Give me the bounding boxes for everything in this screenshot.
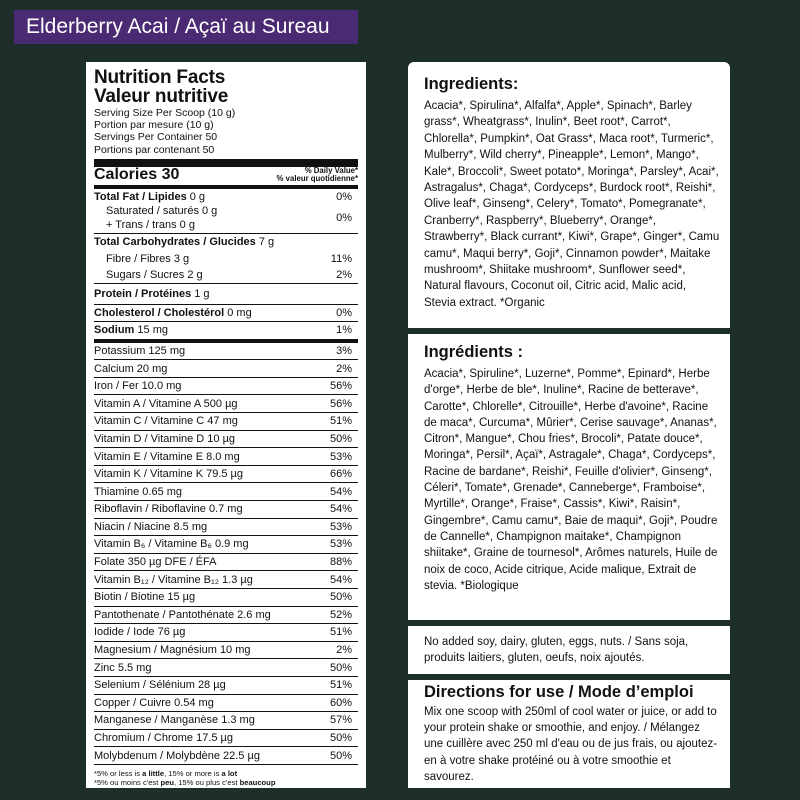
- vitamin-pct: 51%: [329, 626, 352, 639]
- vitamin-label: Vitamin C / Vitamine C 47 mg: [94, 415, 238, 428]
- trans-label: + Trans / trans 0 g: [106, 219, 195, 232]
- vitamin-row: [94, 624, 358, 642]
- ingredients-en-text: Acacia*, Spirulina*, Alfalfa*, Apple*, Spinach*, Barley grass*, Wheatgrass*, Inulin*, Beet root*, Carrot*, Chlorella*, Pumpkin*, Oat Grass*, Maca root*, Turmeric*, Mulberry*, Wild cherry*, Pineapple*, Lemon*, Mango*, Kale*, Broccoli*, Sweet potato*, Moringa*, Parsley*, Acai*, Astragalus*, Chaga*, Cordyceps*, Burdock root*, Reishi*, Olive leaf*, Ginseng*, Celery*, Tomato*, Pomegranate*, Cranberry*, Raspberry*, Blueberry*, Orange*, Strawberry*, Black currant*, Kiwi*, Grape*, Ginger*, Camu camu*, Maqui berry*, Goji*, Cinnamon powder*, Maitake mushroom*, Shiitake mushroom*, Sunflower seed*, Natural flavours, Coconut oil, Citric acid, Malic acid, Stevia extract. *Organic: [424, 100, 720, 309]
- ingredients-fr-heading: Ingrédients :: [424, 343, 524, 361]
- vitamin-row: [94, 589, 358, 607]
- vitamin-pct: 53%: [329, 520, 352, 533]
- allergen-text: No added soy, dairy, gluten, eggs, nuts. / Sans soja, produits laitiers, gluten, oeufs, noix ajoutés.: [424, 636, 689, 664]
- vitamin-pct: 66%: [329, 468, 352, 481]
- vitamin-label: Pantothenate / Pantothénate 2.6 mg: [94, 608, 271, 621]
- nutrition-facts-panel: [86, 62, 366, 788]
- vitamin-label: Vitamin K / Vitamine K 79.5 µg: [94, 468, 244, 481]
- vitamin-row: [94, 607, 358, 625]
- vitamin-row: [94, 395, 358, 413]
- vitamin-row: [94, 519, 358, 537]
- cholesterol-row: [94, 306, 358, 320]
- vitamin-pct: 54%: [329, 573, 352, 586]
- footnote-en: *5% or less is a little, 15% or more is a lot: [94, 768, 238, 778]
- vitamin-row: [94, 642, 358, 660]
- vitamin-label: Folate 350 µg DFE / ÉFA: [94, 556, 217, 569]
- vitamin-label: Vitamin D / Vitamine D 10 µg: [94, 432, 236, 445]
- dv-header-en: % Daily Value*: [304, 165, 358, 175]
- protein-label: Protein / Protéines: [94, 288, 192, 301]
- saturated-label: Saturated / saturés 0 g: [106, 205, 218, 218]
- footnote: [94, 769, 358, 787]
- saturated-block: [94, 204, 217, 232]
- calories-row: [94, 167, 358, 189]
- sodium-pct: 1%: [336, 324, 352, 337]
- saturated-row: [94, 204, 358, 232]
- vitamin-label: Niacin / Niacine 8.5 mg: [94, 520, 208, 533]
- vitamin-row: [94, 747, 358, 765]
- vitamin-pct: 88%: [329, 556, 352, 569]
- vitamin-label: Manganese / Manganèse 1.3 mg: [94, 714, 255, 727]
- calories: Calories 30: [94, 165, 180, 183]
- vitamin-row: [94, 677, 358, 695]
- vitamin-row: [94, 343, 358, 361]
- cholesterol-label: Cholesterol / Cholestérol: [94, 307, 225, 320]
- directions-text: Mix one scoop with 250ml of cool water or juice, or add to your protein shake or smoothie, and enjoy. / Mélangez une cuillère avec 250 ml d'eau ou de jus frais, ou ajoutez-en à votre shake protéiné ou à votre smoothie et savourez.: [424, 706, 718, 783]
- vitamin-pct: 50%: [329, 749, 352, 762]
- vitamin-pct: 53%: [329, 450, 352, 463]
- carbs-group: [94, 234, 358, 284]
- vitamin-row: [94, 536, 358, 554]
- nutrition-title-fr: Valeur nutritive: [94, 86, 229, 107]
- vitamin-row: [94, 431, 358, 449]
- carbs-amount: 7 g: [255, 236, 275, 249]
- directions-panel: [408, 680, 730, 788]
- vitamin-pct: 54%: [329, 503, 352, 516]
- serving-line: Servings Per Container 50: [94, 131, 218, 144]
- vitamin-label: Vitamin E / Vitamine E 8.0 mg: [94, 450, 240, 463]
- vitamin-row: [94, 448, 358, 466]
- vitamin-label: Calcium 20 mg: [94, 362, 168, 375]
- protein-group: [94, 284, 358, 305]
- vitamin-row: [94, 483, 358, 501]
- vitamin-label: Iodide / Iode 76 µg: [94, 626, 186, 639]
- fibre-label: Fibre / Fibres 3 g: [106, 252, 190, 265]
- vitamin-pct: 50%: [329, 432, 352, 445]
- vitamin-pct: 50%: [329, 732, 352, 744]
- vitamin-row: [94, 571, 358, 589]
- directions-heading: Directions for use / Mode d’emploi: [424, 683, 694, 701]
- vitamin-pct: 60%: [329, 696, 352, 709]
- sodium-row: [94, 323, 358, 337]
- vitamin-pct: 56%: [329, 380, 352, 393]
- sugars-pct: 2%: [336, 268, 352, 281]
- carbs-label: Total Carbohydrates / Glucides: [94, 236, 256, 249]
- product-title: Elderberry Acai / Açaï au Sureau: [14, 10, 358, 44]
- cholesterol-amount: 0 mg: [224, 307, 252, 320]
- vitamin-label: Riboflavin / Riboflavine 0.7 mg: [94, 503, 243, 516]
- allergen-panel: [408, 626, 730, 674]
- vitamin-pct: 57%: [329, 714, 352, 727]
- vitamin-label: Biotin / Biotine 15 µg: [94, 591, 196, 604]
- sugars-label: Sugars / Sucres 2 g: [106, 268, 203, 281]
- daily-value-header: [277, 167, 358, 185]
- serving-line: Portion par mesure (10 g): [94, 119, 214, 132]
- cholesterol-group: [94, 305, 358, 322]
- ingredients-en-panel: [408, 62, 730, 328]
- vitamin-label: Potassium 125 mg: [94, 344, 186, 357]
- sodium-group: [94, 322, 358, 342]
- vitamin-pct: 3%: [336, 344, 352, 357]
- serving-line: Serving Size Per Scoop (10 g): [94, 107, 236, 119]
- sugars-row: [94, 268, 358, 282]
- fibre-row: [94, 252, 358, 266]
- fat-row: [94, 190, 358, 204]
- serving-line: Portions par contenant 50: [94, 143, 215, 156]
- vitamin-pct: 51%: [329, 415, 352, 428]
- vitamin-label: Thiamine 0.65 mg: [94, 485, 183, 498]
- nutrition-title-en: Nutrition Facts: [94, 67, 226, 88]
- vitamin-pct: 53%: [329, 538, 352, 551]
- vitamin-label: Selenium / Sélénium 28 µg: [94, 679, 226, 692]
- vitamin-label: Magnesium / Magnésium 10 mg: [94, 644, 251, 657]
- vitamin-label: Iron / Fer 10.0 mg: [94, 380, 182, 393]
- vitamin-pct: 50%: [329, 661, 352, 674]
- fat-label: Total Fat / Lipides: [94, 190, 187, 203]
- vitamin-pct: 50%: [329, 591, 352, 604]
- serving-info: [94, 107, 358, 156]
- fat-group: [94, 189, 358, 235]
- ingredients-fr-text: Acacia*, Spiruline*, Luzerne*, Pomme*, Epinard*, Herbe d'orge*, Herbe de ble*, Inuline*, Racine de betterave*, Carotte*, Chlorelle*, Citrouille*, Herbe d'avoine*, Racine de maca*, Curcuma*, Mûrier*, Cerise sauvage*, Ananas*, Citron*, Mangue*, Chou fries*, Brocoli*, Patate douce*, Moringa*, Persil*, Açaï*, Astragale*, Chaga*, Cordyceps*, Racine de bardane*, Reishi*, Feuille d'olivier*, Ginseng*, Céleri*, Tomate*, Grenade*, Canneberge*, Framboise*, Myrtille*, Orange*, Fraise*, Cassis*, Kiwi*, Raisin*, Gingembre*, Camu camu*, Baie de maqui*, Goji*, Poudre de Cannelle*, Champignon maitake*, Champignon shiitake*, Graine de tournesol*, Arômes naturels, Huile de noix de coco, Acide citrique, Acide malique, Extrait de stevia. *Biologique: [424, 368, 718, 592]
- vitamin-pct: 2%: [336, 362, 352, 375]
- vitamin-row: [94, 360, 358, 378]
- ingredients-en-heading: Ingredients:: [424, 75, 519, 93]
- dv-header-fr: % valeur quotidienne*: [276, 174, 358, 184]
- fat-pct: 0%: [336, 190, 352, 203]
- vitamin-label: Vitamin B₁₂ / Vitamine B₁₂ 1.3 µg: [94, 573, 253, 586]
- sodium-amount: 15 mg: [134, 324, 168, 337]
- carbs-row: [94, 235, 358, 249]
- vitamin-row: [94, 466, 358, 484]
- vitamin-pct: 51%: [329, 679, 352, 692]
- vitamin-row: [94, 413, 358, 431]
- vitamin-pct: 56%: [329, 397, 352, 410]
- vitamin-row: [94, 501, 358, 519]
- vitamin-row: [94, 659, 358, 677]
- vitamin-row: [94, 695, 358, 713]
- vitamin-label: Zinc 5.5 mg: [94, 661, 152, 674]
- vitamin-row: [94, 554, 358, 572]
- vitamin-label: Copper / Cuivre 0.54 mg: [94, 696, 214, 709]
- fibre-pct: 11%: [330, 252, 352, 265]
- vitamin-label: Vitamin B₆ / Vitamine B₆ 0.9 mg: [94, 538, 249, 551]
- cholesterol-pct: 0%: [336, 307, 352, 320]
- sodium-label: Sodium: [94, 324, 135, 337]
- vitamin-label: Molybdenum / Molybdène 22.5 µg: [94, 749, 260, 762]
- vitamin-row: [94, 730, 358, 748]
- vitamin-label: Chromium / Chrome 17.5 µg: [94, 732, 233, 744]
- protein-row: [94, 287, 358, 301]
- vitamin-mineral-list: [94, 343, 358, 765]
- vitamin-row: [94, 378, 358, 396]
- fat-amount: 0 g: [186, 190, 206, 203]
- vitamin-label: Vitamin A / Vitamine A 500 µg: [94, 397, 238, 410]
- footnote-fr: *5% ou moins c'est peu, 15% ou plus c'est beaucoup: [94, 777, 276, 787]
- saturated-pct: 0%: [336, 212, 352, 225]
- vitamin-pct: 52%: [329, 608, 352, 621]
- vitamin-row: [94, 712, 358, 730]
- vitamin-pct: 2%: [336, 644, 352, 657]
- protein-amount: 1 g: [191, 288, 210, 301]
- ingredients-fr-panel: [408, 334, 730, 620]
- vitamin-pct: 54%: [329, 485, 352, 498]
